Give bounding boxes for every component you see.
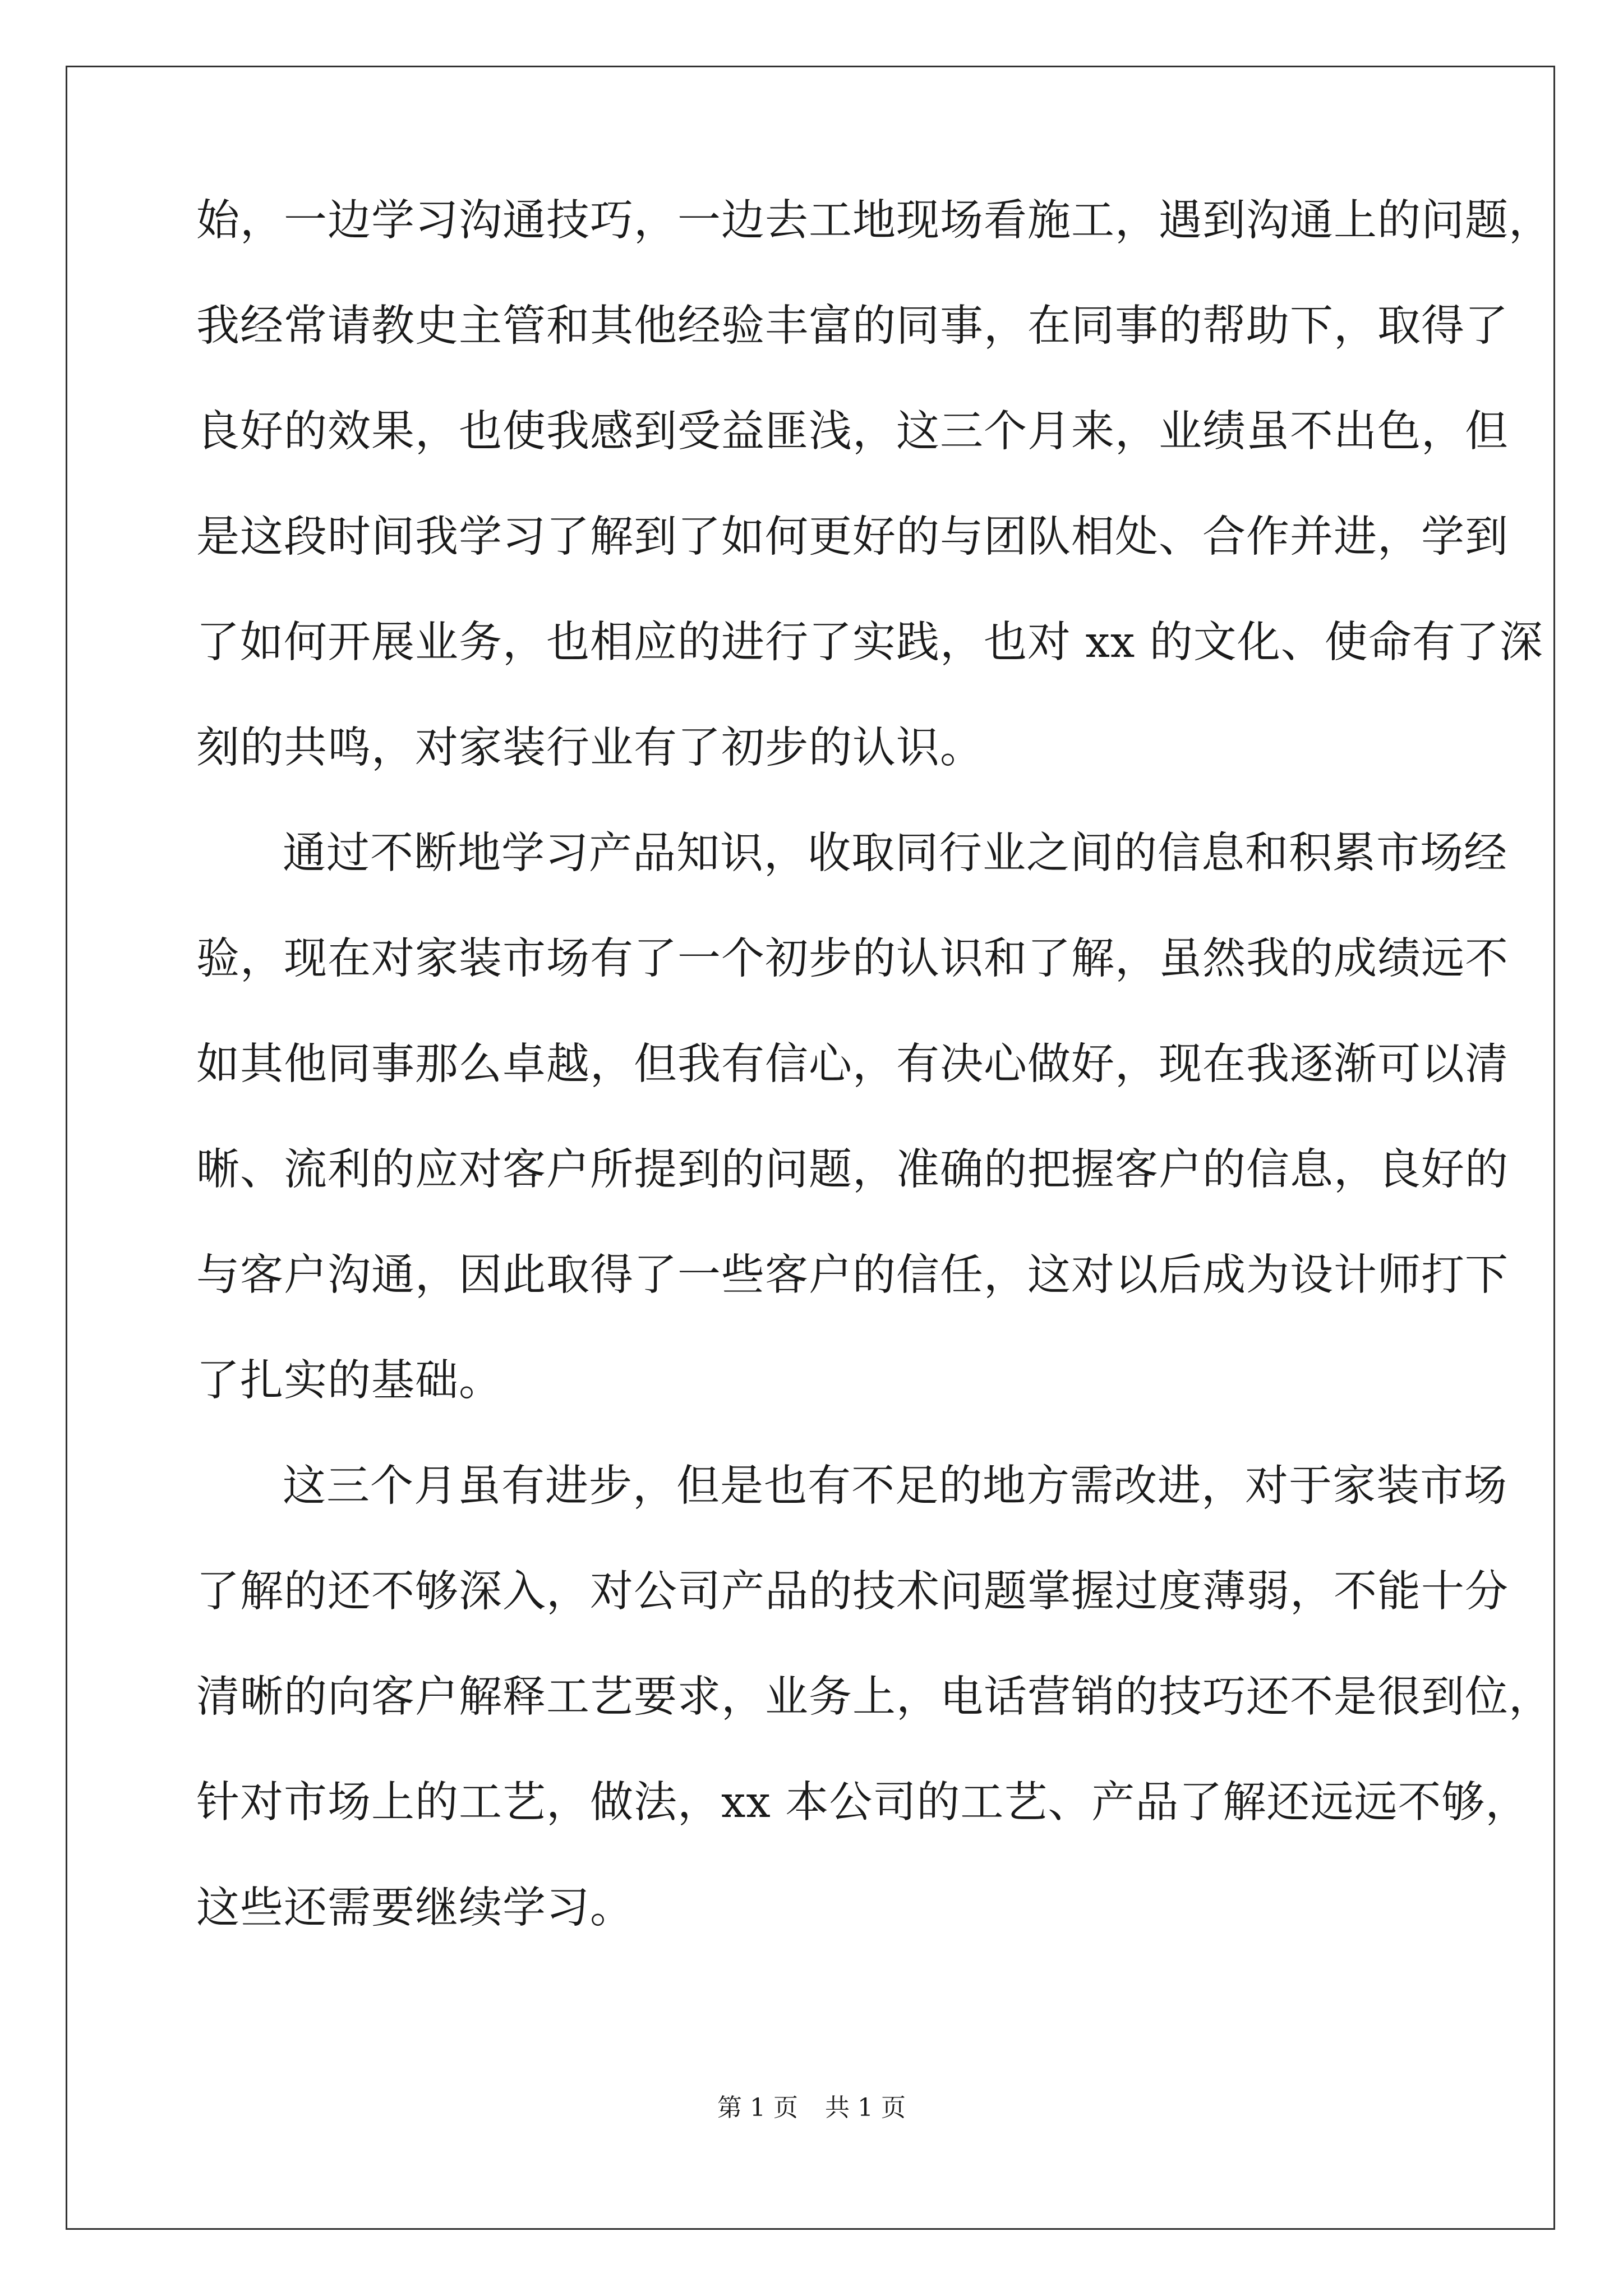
text-line: 我经常请教史主管和其他经验丰富的同事，在同事的帮助下，取得了 <box>196 301 1509 351</box>
paragraph <box>196 1434 1552 1961</box>
text-line: 如其他同事那么卓越，但我有信心，有决心做好，现在我逐渐可以清 <box>196 1039 1509 1089</box>
text-line: 这些还需要继续学习。 <box>196 1883 634 1933</box>
document-body <box>196 168 1552 1961</box>
text-line: 针对市场上的工艺，做法，xx 本公司的工艺、产品了解还远远不够， <box>196 1778 1529 1828</box>
text-line: 了解的还不够深入，对公司产品的技术问题掌握过度薄弱，不能十分 <box>196 1567 1509 1617</box>
text-line: 验，现在对家装市场有了一个初步的认识和了解，虽然我的成绩远不 <box>196 934 1509 984</box>
text-line: 通过不断地学习产品知识，收取同行业之间的信息和积累市场经 <box>283 829 1507 878</box>
text-line: 是这段时间我学习了解到了如何更好的与团队相处、合作并进，学到 <box>196 512 1509 562</box>
page-footer <box>0 2091 1623 2125</box>
text-line: 清晰的向客户解释工艺要求，业务上，电话营销的技巧还不是很到位， <box>196 1672 1552 1722</box>
text-line: 晰、流利的应对客户所提到的问题，准确的把握客户的信息，良好的 <box>196 1145 1509 1195</box>
text-line: 这三个月虽有进步，但是也有不足的地方需改进，对于家装市场 <box>283 1461 1507 1511</box>
page-number-current: 第 1 页 <box>717 2093 798 2122</box>
paragraph <box>196 801 1509 1434</box>
paragraph <box>196 168 1552 801</box>
text-line: 了扎实的基础。 <box>196 1356 502 1406</box>
text-line: 刻的共鸣，对家装行业有了初步的认识。 <box>196 723 984 773</box>
text-line: 良好的效果，也使我感到受益匪浅，这三个月来，业绩虽不出色，但 <box>196 407 1509 457</box>
text-line: 了如何开展业务，也相应的进行了实践，也对 xx 的文化、使命有了深 <box>196 618 1543 668</box>
text-line: 与客户沟通，因此取得了一些客户的信任，这对以后成为设计师打下 <box>196 1250 1509 1300</box>
text-line: 始，一边学习沟通技巧，一边去工地现场看施工，遇到沟通上的问题， <box>196 196 1552 246</box>
page-number-total: 共 1 页 <box>825 2093 906 2122</box>
